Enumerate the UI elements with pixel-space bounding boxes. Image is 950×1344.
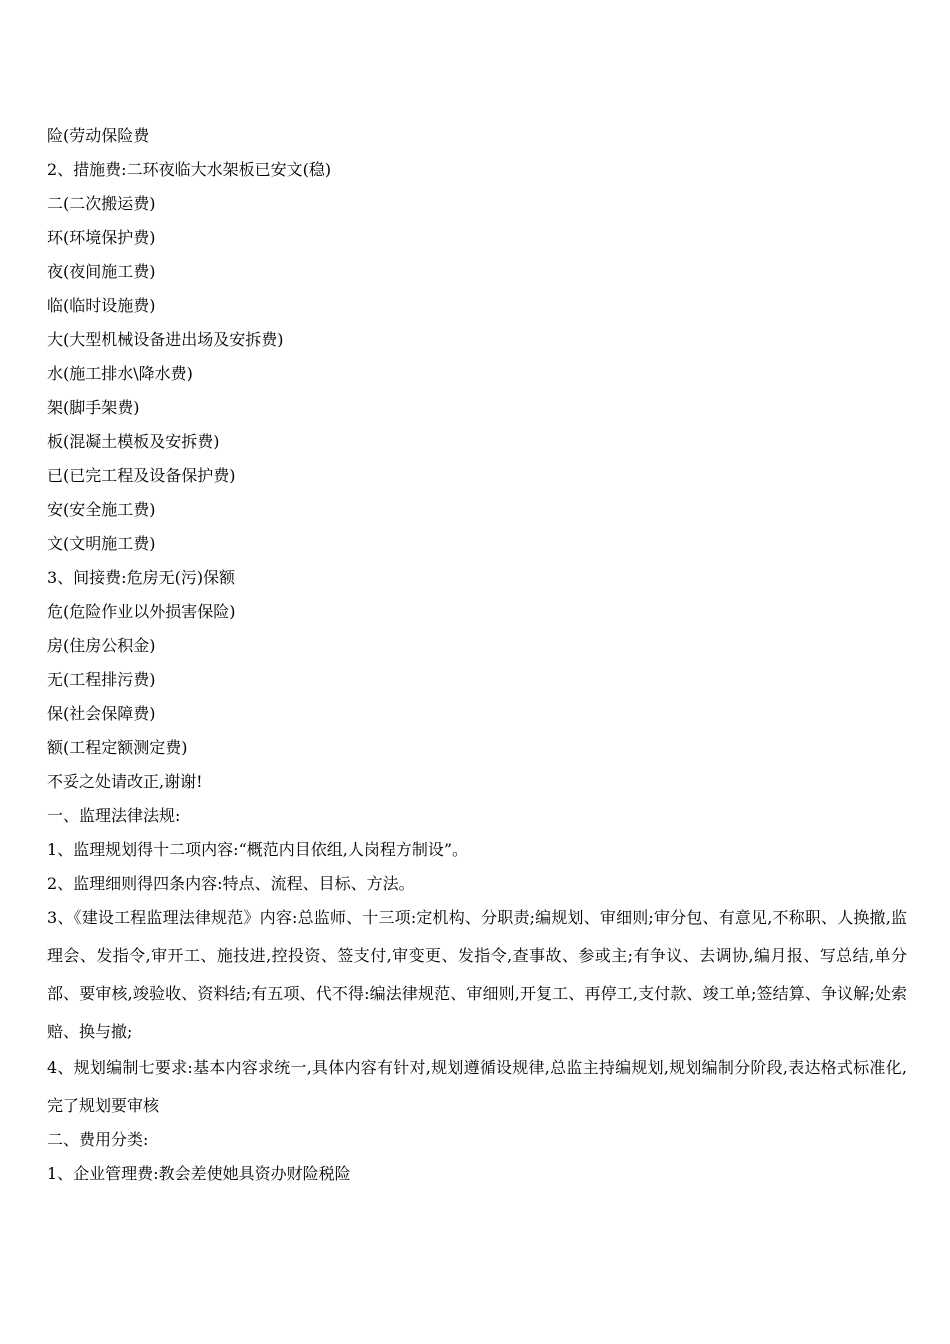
text-line: 危(危险作业以外损害保险)	[47, 602, 236, 621]
text-line: 房(住房公积金)	[47, 636, 156, 655]
text-line: 额(工程定额测定费)	[47, 738, 188, 757]
paragraph: 3、《建设工程监理法律规范》内容:总监师、十三项:定机构、分职责;编规划、审细则;审分包、有意见,不称职、人换撤,监理会、发指令,审开工、施技进,控投资、签支付,审变更、发指令,查事故、参或主;有争议、去调协,编月报、写总结,单分部、要审核,竣验收、资料结;有五项、代不得:编法律规范、审细则,开复工、再停工,支付款、竣工单;签结算、争议解;处索赔、换与撤;	[47, 908, 907, 1041]
text-line: 险(劳动保险费	[47, 126, 150, 145]
section-heading: 一、监理法律法规:	[47, 806, 181, 825]
text-line: 1、监理规划得十二项内容:“概范内目依组,人岗程方制设”。	[47, 840, 469, 859]
document-page	[47, 119, 907, 1191]
text-line: 夜(夜间施工费)	[47, 262, 156, 281]
text-line: 板(混凝土模板及安拆费)	[47, 432, 220, 451]
text-line: 3、间接费:危房无(污)保额	[47, 568, 236, 587]
text-line: 大(大型机械设备进出场及安拆费)	[47, 330, 284, 349]
text-line: 临(临时设施费)	[47, 296, 156, 315]
section-heading: 二、费用分类:	[47, 1130, 149, 1149]
text-line: 1、企业管理费:教会差使她具资办财险税险	[47, 1164, 351, 1183]
text-line: 环(环境保护费)	[47, 228, 156, 247]
text-line: 安(安全施工费)	[47, 500, 156, 519]
text-line: 架(脚手架费)	[47, 398, 140, 417]
text-line: 已(已完工程及设备保护费)	[47, 466, 236, 485]
text-line: 不妥之处请改正,谢谢!	[47, 772, 203, 791]
text-line: 2、监理细则得四条内容:特点、流程、目标、方法。	[47, 874, 415, 893]
text-line: 文(文明施工费)	[47, 534, 156, 553]
text-line: 保(社会保障费)	[47, 704, 156, 723]
text-line: 二(二次搬运费)	[47, 194, 156, 213]
text-line: 水(施工排水\降水费)	[47, 364, 193, 383]
paragraph: 4、规划编制七要求:基本内容求统一,具体内容有针对,规划遵循设规律,总监主持编规划,规划编制分阶段,表达格式标准化,完了规划要审核	[47, 1058, 907, 1115]
text-line: 2、措施费:二环夜临大水架板已安文(稳)	[47, 160, 332, 179]
text-line: 无(工程排污费)	[47, 670, 156, 689]
